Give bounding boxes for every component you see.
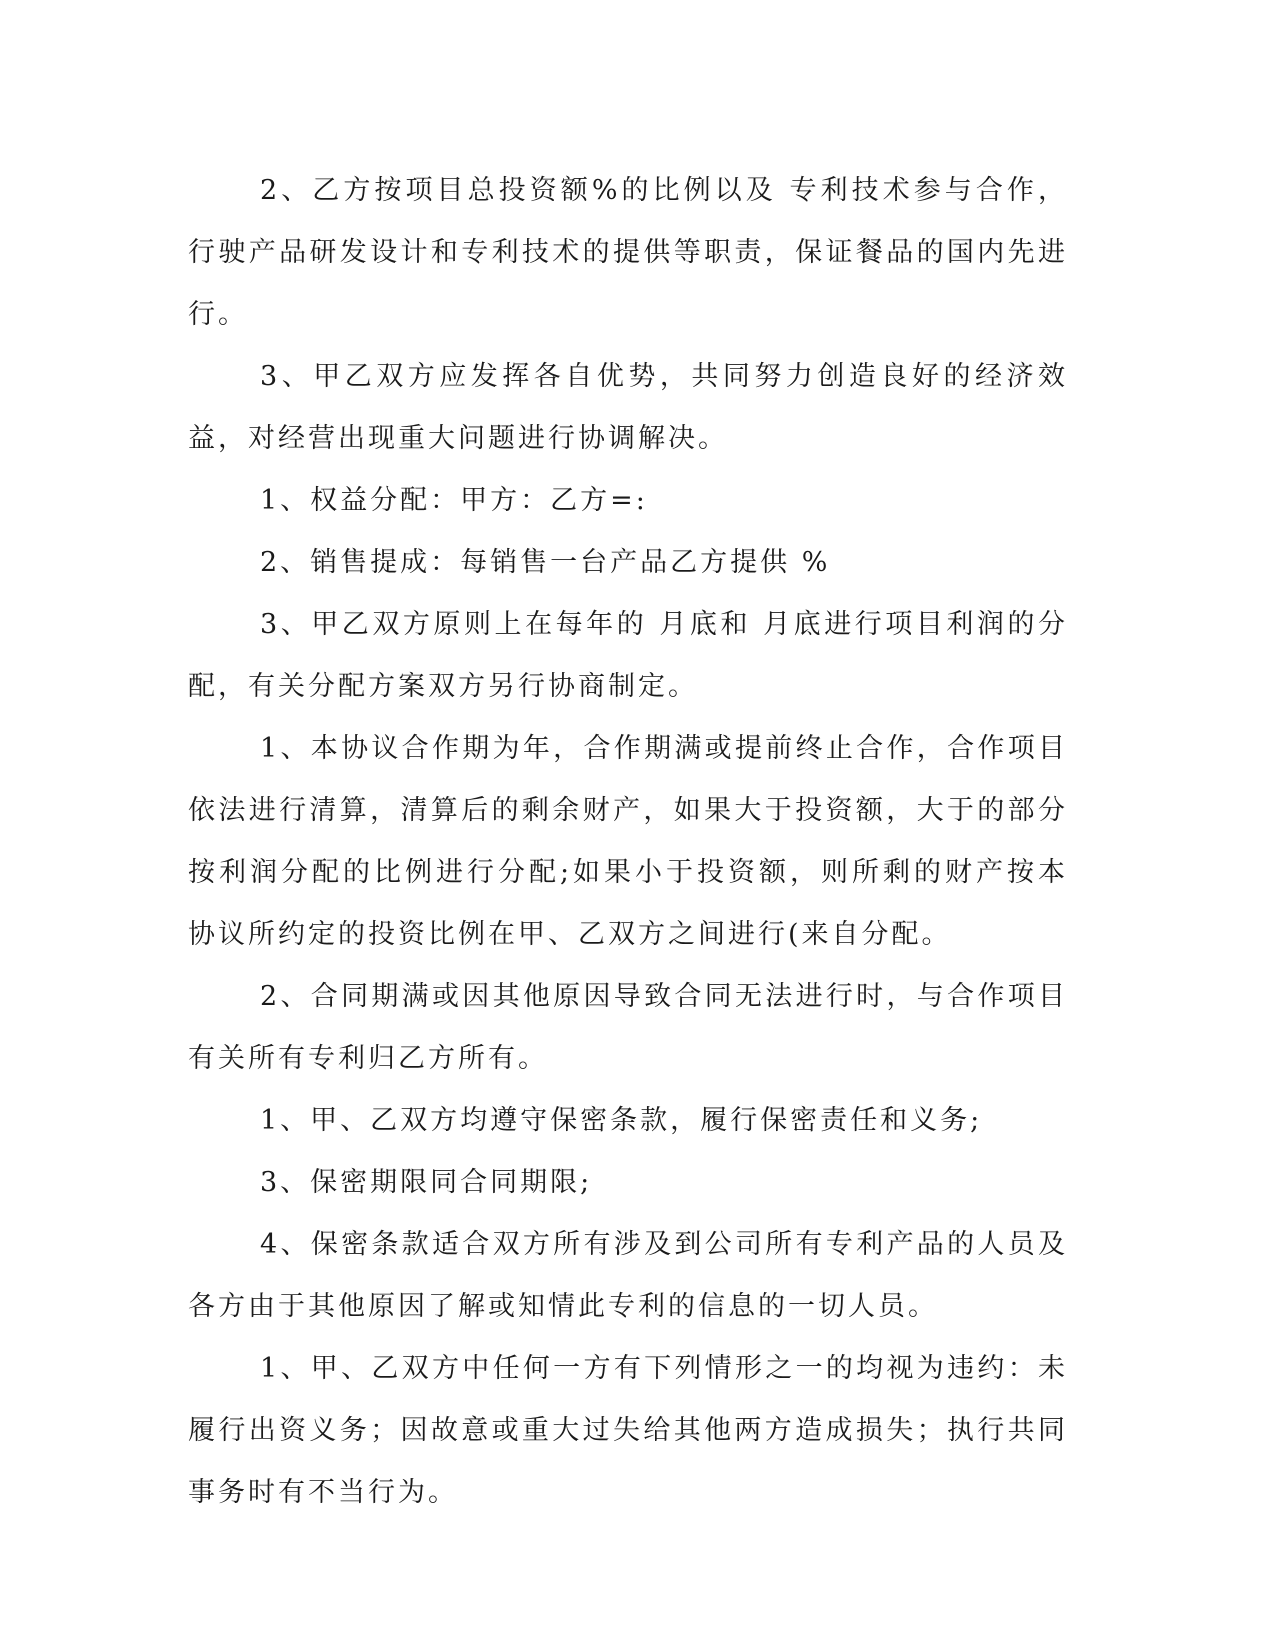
paragraph: 1、甲、乙双方中任何一方有下列情形之一的均视为违约：未履行出资义务；因故意或重大过失给其他两方造成损失；执行共同事务时有不当行为。 <box>188 1353 1068 1508</box>
paragraph: 2、销售提成：每销售一台产品乙方提供 % <box>260 547 831 578</box>
paragraph: 1、权益分配：甲方：乙方=: <box>260 485 648 516</box>
paragraph: 3、甲乙双方应发挥各自优势，共同努力创造良好的经济效益，对经营出现重大问题进行协调解决。 <box>188 361 1068 454</box>
paragraph: 2、合同期满或因其他原因导致合同无法进行时，与合作项目有关所有专利归乙方所有。 <box>188 981 1068 1074</box>
paragraph: 2、乙方按项目总投资额%的比例以及 专利技术参与合作，行驶产品研发设计和专利技术的提供等职责，保证餐品的国内先进行。 <box>188 175 1068 330</box>
paragraph: 4、保密条款适合双方所有涉及到公司所有专利产品的人员及各方由于其他原因了解或知情此专利的信息的一切人员。 <box>188 1229 1068 1322</box>
paragraph: 1、甲、乙双方均遵守保密条款，履行保密责任和义务; <box>260 1105 983 1136</box>
document-body <box>188 160 1068 1524</box>
paragraph: 3、保密期限同合同期限; <box>260 1167 593 1198</box>
paragraph: 1、本协议合作期为年，合作期满或提前终止合作，合作项目依法进行清算，清算后的剩余财产，如果大于投资额，大于的部分按利润分配的比例进行分配;如果小于投资额，则所剩的财产按本协议所约定的投资比例在甲、乙双方之间进行(来自分配。 <box>188 733 1068 950</box>
paragraph: 3、甲乙双方原则上在每年的 月底和 月底进行项目利润的分配，有关分配方案双方另行协商制定。 <box>188 609 1068 702</box>
